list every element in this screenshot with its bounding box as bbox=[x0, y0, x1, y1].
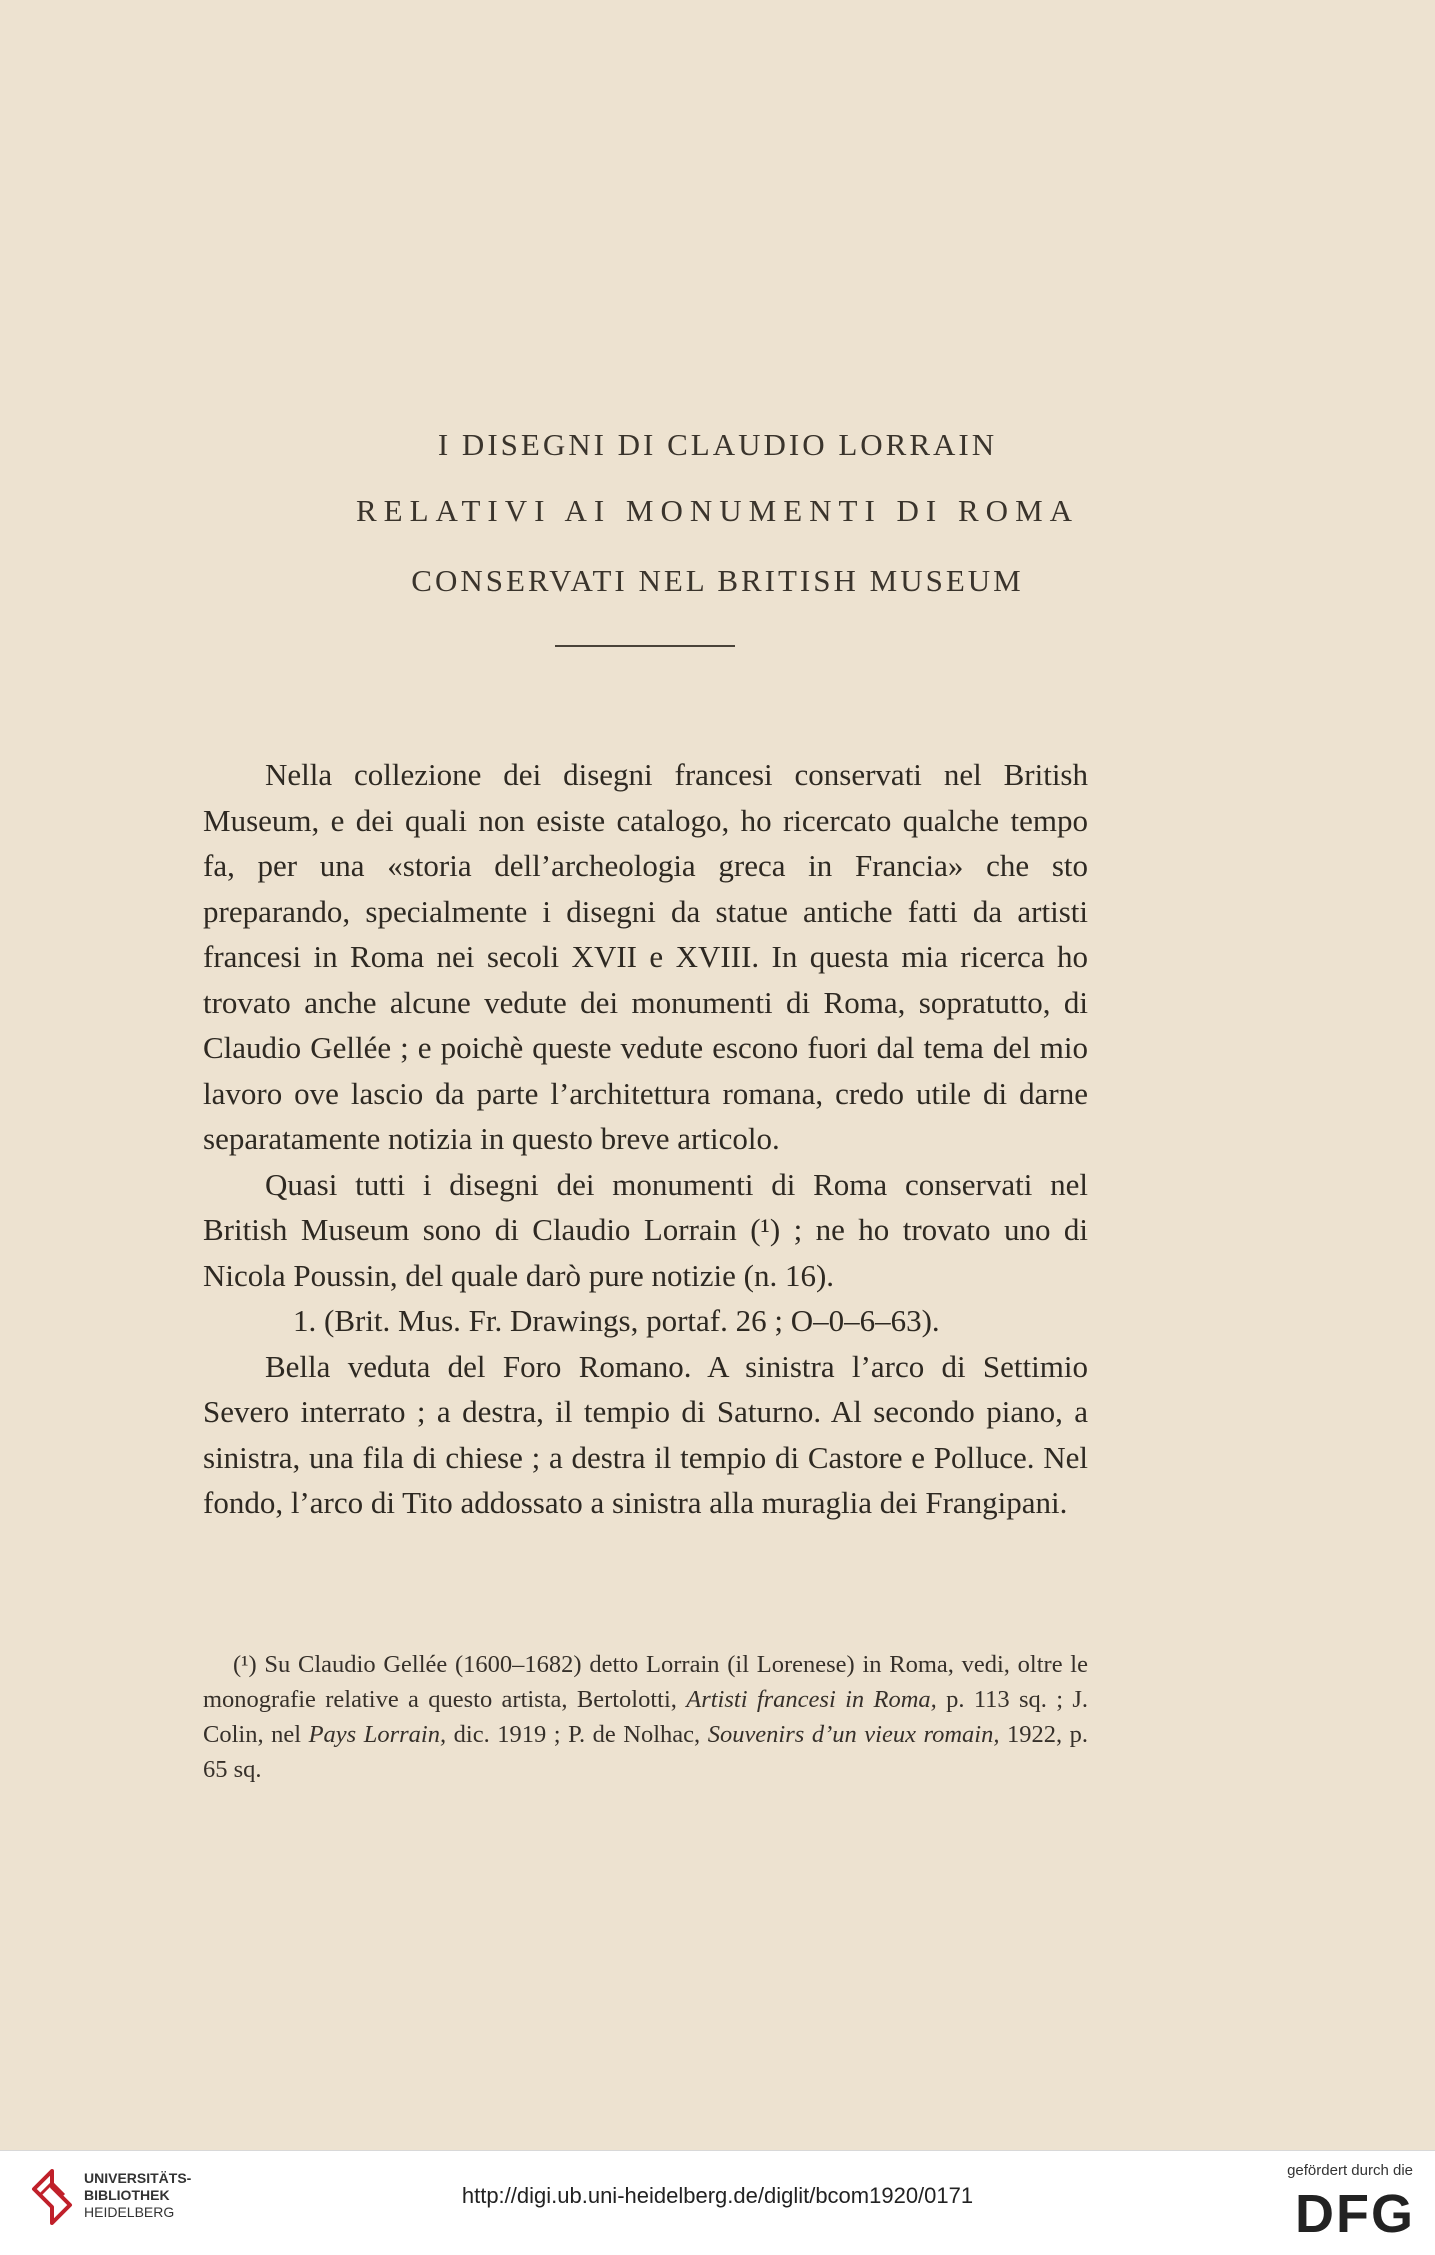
article-body bbox=[203, 752, 1088, 1526]
library-name-line-1: UNIVERSITÄTS- bbox=[84, 2170, 192, 2186]
footnote-italic-3: Souvenirs d’un vieux romain, bbox=[707, 1721, 1000, 1748]
footnote-text-2: p. 113 sq. ; J. Colin, nel bbox=[203, 1686, 1089, 1748]
footnote-italic-1: Artisti francesi in Roma, bbox=[686, 1686, 937, 1713]
library-name-line-2: BIBLIOTHEK bbox=[84, 2187, 170, 2203]
catalog-entry-1: 1. (Brit. Mus. Fr. Drawings, portaf. 26 ; O–0–6–63). bbox=[293, 1303, 940, 1338]
footnote-text-4: 1922, p. 65 sq. bbox=[203, 1721, 1089, 1783]
permalink-url[interactable]: http://digi.ub.uni-heidelberg.de/diglit/bcom1920/0171 bbox=[461, 2183, 974, 2208]
paragraph-claudio-lorrain: Quasi tutti i disegni dei monumenti di Roma conservati nel British Museum sono di Claudio Lorrain (¹) ; ne ho trovato uno di Nicola Poussin, del quale darò pure notizie (n. 16). bbox=[203, 1166, 1088, 1293]
footnote-italic-2: Pays Lorrain, bbox=[308, 1721, 447, 1748]
article-title-line-2: RELATIVI AI MONUMENTI DI ROMA bbox=[355, 493, 1080, 528]
library-name-line-3: HEIDELBERG bbox=[84, 2204, 175, 2220]
funding-note: gefördert durch die bbox=[1287, 2162, 1413, 2179]
footnote-text-3: dic. 1919 ; P. de Nolhac, bbox=[453, 1721, 701, 1748]
footnote-text-1: (¹) Su Claudio Gellée (1600–1682) detto Lorrain (il Lorenese) in Roma, vedi, oltre le monografie relative a questo artista, Bertolotti, bbox=[203, 1651, 1088, 1713]
article-title-line-3: CONSERVATI NEL BRITISH MUSEUM bbox=[411, 563, 1024, 598]
title-divider bbox=[555, 645, 735, 647]
dfg-logo: DFG bbox=[1295, 2184, 1415, 2244]
footnote-1 bbox=[203, 1647, 1088, 1787]
paragraph-foro-romano: Bella veduta del Foro Romano. A sinistra l’arco di Settimio Severo interrato ; a destra, il tempio di Saturno. Al secondo piano, a sinistra, una fila di chiese ; a destra il tempio di Castore e Polluce. Nel fondo, l’arco di Tito addossato a sinistra alla muraglia dei Frangipani. bbox=[203, 1348, 1088, 1520]
article-title-line-1: I DISEGNI DI CLAUDIO LORRAIN bbox=[437, 427, 998, 462]
paragraph-intro: Nella collezione dei disegni francesi conservati nel British Museum, e dei quali non esiste catalogo, ho ricercato qualche tempo fa, per una «storia dell’archeologia greca in Francia» che sto preparando, specialmente i disegni da statue antiche fatti da artisti francesi in Roma nei secoli XVII e XVIII. In questa mia ricerca ho trovato anche alcune vedute dei monumenti di Roma, sopratutto, di Claudio Gellée ; e poichè queste vedute escono fuori dal tema del mio lavoro ove lascio da parte l’architettura romana, credo utile di darne separatamente notizia in questo breve articolo. bbox=[203, 757, 1088, 1156]
